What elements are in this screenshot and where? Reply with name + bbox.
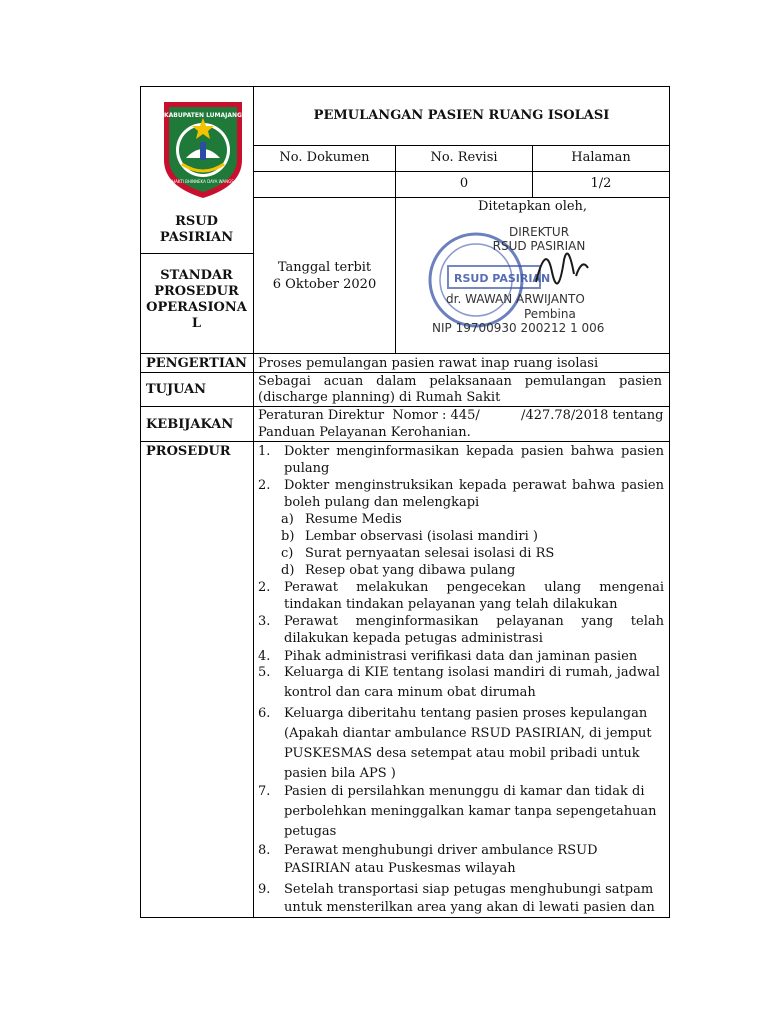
table-border-right	[669, 86, 670, 918]
sop-type-line2: PROSEDUR	[154, 284, 239, 299]
item-number: 8.	[258, 843, 271, 858]
stamp-text: RSUD PASIRIAN	[454, 272, 551, 285]
prosedur-label: PROSEDUR	[146, 444, 231, 459]
kebijakan-label: KEBIJAKAN	[146, 417, 234, 432]
item-line: Setelah transportasi siap petugas menghubungi satpam	[284, 882, 654, 897]
divider-kebijakan	[140, 406, 670, 407]
signer-title: DIREKTUR	[508, 225, 570, 239]
item-line: pasien bila APS )	[284, 766, 396, 781]
signer-name: dr. WAWAN ARWIJANTO	[446, 292, 585, 306]
divider-tujuan	[140, 372, 670, 373]
prosedur-item-5	[258, 648, 664, 665]
item-number: 2.	[258, 580, 271, 595]
sop-type-line3: OPERASIONA	[146, 300, 247, 315]
item-line: Perawat menginformasikan pelayanan yang telah	[284, 614, 664, 629]
item-number: 3.	[258, 614, 271, 629]
table-border-left	[140, 86, 141, 918]
item-number: 6.	[258, 706, 271, 721]
prosedur-item-8	[258, 782, 664, 842]
signer-org: RSUD PASIRIAN	[492, 239, 586, 253]
table-border-bottom	[140, 917, 670, 918]
pengertian-label: PENGERTIAN	[146, 356, 247, 371]
tanggal-terbit-value: 6 Oktober 2020	[272, 277, 377, 292]
no-revisi-header: No. Revisi	[430, 150, 498, 165]
logo-text-bottom: BHAKTI BHINNEKA DAYA WANGSA	[169, 179, 237, 184]
item-line: kontrol dan cara minum obat dirumah	[284, 685, 536, 700]
item-line: Perawat menghubungi driver ambulance RSUD	[284, 843, 598, 858]
item-line: tindakan tindakan pelayanan yang telah dilakukan	[284, 597, 618, 612]
item-line: PUSKESMAS desa setempat atau mobil pribadi untuk	[284, 746, 640, 761]
signer-nip: NIP 19700930 200212 1 006	[432, 321, 605, 335]
item-line: Perawat melakukan pengecekan ulang mengenai	[284, 580, 664, 595]
divider-docinfo-row	[253, 171, 670, 172]
hospital-name	[140, 214, 253, 246]
tanggal-terbit-label: Tanggal terbit	[277, 260, 372, 275]
divider-prosedur	[140, 441, 670, 442]
prosedur-item-2	[258, 477, 664, 511]
hospital-name-line2: PASIRIAN	[159, 230, 234, 245]
prosedur-item-6	[258, 664, 664, 701]
hospital-name-line1: RSUD	[175, 214, 218, 229]
prosedur-item-9	[258, 842, 664, 878]
sop-type-line1: STANDAR	[160, 268, 233, 283]
kebijakan-text-line2: Panduan Pelayanan Kerohanian.	[258, 425, 471, 440]
item-line: petugas	[284, 824, 337, 839]
item-line: Dokter menginformasikan kepada pasien bahwa pasien	[284, 444, 664, 459]
no-revisi-value: 0	[459, 176, 469, 191]
sub-item-letter: a)	[281, 512, 294, 527]
no-dokumen-header: No. Dokumen	[279, 150, 370, 165]
sop-type-line4: L	[191, 316, 202, 331]
sub-item-d	[281, 562, 515, 579]
item-number: 9.	[258, 882, 271, 897]
sub-item-a	[281, 511, 402, 528]
divider-title-row	[253, 145, 670, 146]
sub-item-c	[281, 545, 554, 562]
tujuan-text-line1: Sebagai acuan dalam pelaksanaan pemulangan pasien	[258, 374, 662, 389]
prosedur-item-1	[258, 443, 664, 477]
sub-item-text: Resep obat yang dibawa pulang	[305, 563, 516, 578]
sub-item-text: Lembar observasi (isolasi mandiri )	[305, 529, 538, 544]
item-line: Pihak administrasi verifikasi data dan jaminan pasien	[284, 649, 638, 664]
prosedur-item-10	[258, 881, 664, 917]
prosedur-item-7	[258, 704, 664, 784]
prosedur-item-3	[258, 579, 664, 613]
item-line: PASIRIAN atau Puskesmas wilayah	[284, 861, 516, 876]
item-number: 5.	[258, 665, 271, 680]
item-line: Keluarga di KIE tentang isolasi mandiri di rumah, jadwal	[284, 665, 660, 680]
item-line: Keluarga diberitahu tentang pasien proses kepulangan	[284, 706, 648, 721]
divider-header-left	[140, 253, 254, 254]
halaman-header: Halaman	[571, 150, 631, 165]
table-border-top	[140, 86, 670, 87]
pengertian-text: Proses pemulangan pasien rawat inap ruang isolasi	[258, 356, 599, 371]
item-line: perbolehkan meninggalkan kamar tanpa sepengetahuan	[284, 804, 657, 819]
item-line: boleh pulang dan melengkapi	[284, 495, 480, 510]
kebijakan-text-line1: Peraturan Direktur Nomor : 445/ /427.78/2018 tentang	[258, 408, 664, 423]
item-number: 4.	[258, 649, 271, 664]
item-line: untuk mensterilkan area yang akan di lewati pasien dan	[284, 900, 655, 915]
divider-pengertian	[140, 353, 670, 354]
ditetapkan-oleh: Ditetapkan oleh,	[477, 199, 588, 214]
halaman-value: 1/2	[590, 176, 612, 191]
tujuan-text-line2: (discharge planning) di Rumah Sakit	[258, 390, 501, 405]
item-number: 7.	[258, 784, 271, 799]
divider-docinfo-values	[253, 197, 670, 198]
sub-item-letter: d)	[281, 563, 295, 578]
item-line: (Apakah diantar ambulance RSUD PASIRIAN, di jemput	[284, 726, 652, 741]
sop-type-label	[140, 268, 253, 332]
sub-item-text: Surat pernyaatan selesai isolasi di RS	[305, 546, 555, 561]
sub-item-letter: b)	[281, 529, 295, 544]
item-number: 2.	[258, 478, 271, 493]
logo-text-top: KABUPATEN LUMAJANG	[164, 112, 242, 119]
tujuan-label: TUJUAN	[146, 382, 207, 397]
sub-item-letter: c)	[281, 546, 294, 561]
signer-rank: Pembina	[524, 307, 576, 321]
item-line: dilakukan kepada petugas administrasi	[284, 631, 543, 646]
sub-item-text: Resume Medis	[305, 512, 402, 527]
item-line: Pasien di persilahkan menunggu di kamar dan tidak di	[284, 784, 645, 799]
document-title: PEMULANGAN PASIEN RUANG ISOLASI	[313, 108, 610, 123]
item-number: 1.	[258, 444, 271, 459]
item-line: Dokter menginstruksikan kepada perawat bahwa pasien	[284, 478, 664, 493]
sub-item-b	[281, 528, 538, 545]
prosedur-item-4	[258, 613, 664, 647]
kabupaten-lumajang-logo	[160, 98, 246, 200]
item-line: pulang	[284, 461, 330, 476]
divider-label-column	[253, 86, 254, 918]
